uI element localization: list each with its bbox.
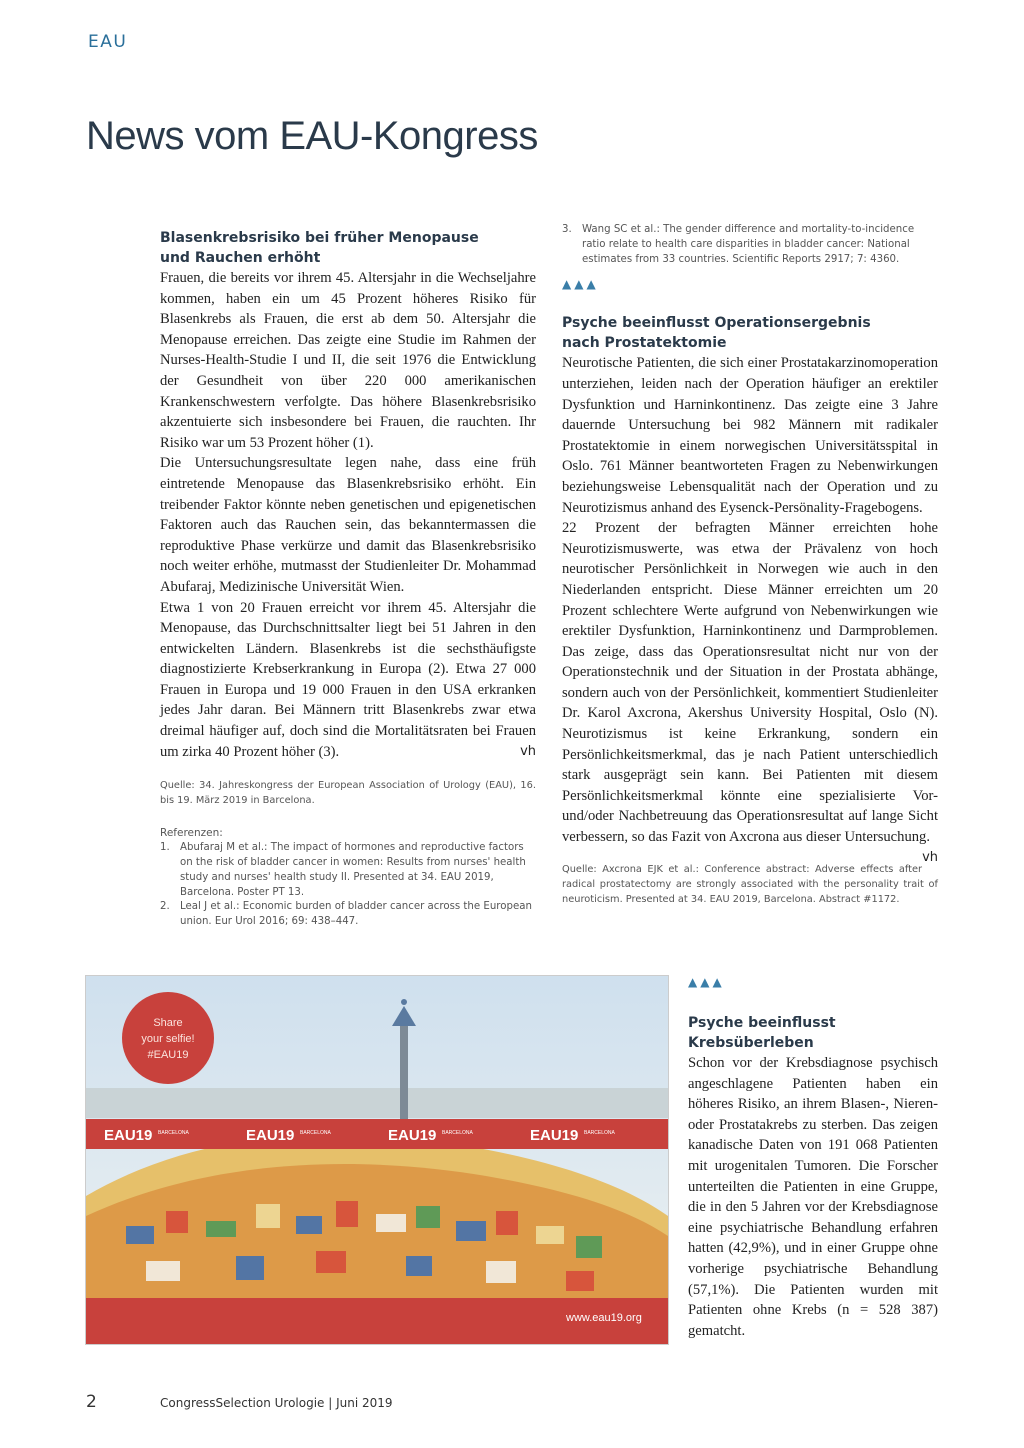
reference-text: Leal J et al.: Economic burden of bladder cancer across the European union. Eur Urol 2016; 69: 438–447. [180,901,532,928]
heading-line: Psyche beeinflusst [688,1015,836,1031]
source-note: Quelle: Axcrona EJK et al.: Conference abstract: Adverse effects after radical prostatectomy are strongly associated with the personality trait of neuroticism. Presented at 34. EAU 2019, Barcelona. Abstract #1172. [562,863,938,905]
reference-number: 2. [160,901,170,913]
section-divider: ▲▲▲ [688,975,725,989]
banner-sub: BARCELONA [300,1130,331,1136]
author-initials: vh [520,743,536,759]
paragraph-text: Etwa 1 von 20 Frauen erreicht vor ihrem 45. Altersjahr die Menopause, das Durchschnittsalter liegt bei 51 Jahren in den entwickelten Ländern. Blasenkrebs ist die sechsthäufigste diagnostizierte Krebserkrankung in Europa (2). Etwa 27 000 Frauen in Europa und 19 000 Frauen in den USA erkranken jedes Jahr daran. Bei Männern tritt Blasenkrebs zwar etwa dreimal häufiger auf, doch sind die Mortalitätsraten bei Frauen um zirka 40 Prozent höher (3). [160,599,536,760]
section-divider: ▲▲▲ [562,277,599,292]
banner-label: EAU19 [246,1127,295,1144]
banner-sub: BARCELONA [584,1130,615,1136]
reference-text: Wang SC et al.: The gender difference and mortality-to-incidence ratio relate to health care disparities in bladder cancer: National estimates from 33 countries. Scientific Reports 2917; 7: 4360. [582,224,915,265]
article-prostatectomy [562,223,938,907]
article-heading [688,1013,938,1053]
paragraph [160,598,536,763]
photo-url: www.eau19.org [566,1312,642,1324]
banner-label: EAU19 [388,1127,437,1144]
section-label: EAU [88,32,128,52]
author-initials: vh [922,849,938,865]
bubble-line-3: #EAU19 [147,1049,189,1061]
paragraph: Die Untersuchungsresultate legen nahe, dass eine früh eintretende Menopause das Blasenkrebsrisiko erhöht. Ein treibender Faktor könnte neben genetischen und epigenetischen Faktoren auch das Rauchen sein, das bekanntermassen die reproduktive Phase verkürze und damit das Blasenkrebsrisiko noch weiter erhöhe, mutmasst der Studienleiter Dr. Mohammad Abufaraj, Medizinische Universität Wien. [160,455,536,595]
reference-item [160,900,536,930]
page-title: News vom EAU-Kongress [86,114,538,158]
heading-line: Psyche beeinflusst Operationsergebnis [562,315,871,332]
banner-label: EAU19 [530,1127,579,1144]
heading-line: nach Prostatektomie [562,335,727,352]
reference-item [160,841,536,900]
banner-label: EAU19 [104,1127,153,1144]
reference-number: 3. [562,224,572,235]
reference-list-continued [562,223,938,267]
article-heading [562,313,938,353]
bubble-line-1: Share [153,1017,183,1029]
references-title: Referenzen: [160,827,223,840]
heading-line: und Rauchen erhöht [160,250,321,266]
paragraph: Neurotische Patienten, die sich einer Prostatakarzinomoperation unterziehen, leiden nach der Operation häufiger an erektiler Dysfunktion und Harninkontinenz. Das zeigte eine 3 Jahre dauernde Untersuchung bei 982 Männern mit radikaler Prostatektomie in einem norwegischen Universitätsspital in Oslo. 761 Männer beantworteten Fragen zu Nebenwirkungen beziehungsweise Lebensqualität nach der Operation und zu Neurotizismus anhand des Eysenck-Persönality-Fragebogens. [562,355,938,516]
paragraph: Frauen, die bereits vor ihrem 45. Altersjahr in die Wechseljahre kommen, haben ein um 45 Prozent höheres Risiko für Blasenkrebs als Frauen, die erst ab dem 50. Altersjahr die Menopause erreichen. Das zeigte eine Studie im Rahmen der Nurses-Health-Studie I und II, die seit 1976 die Entwicklung der Gesundheit von über 220 000 amerikanischen Krankenschwestern verfolgte. Das höhere Blasenkrebsrisiko akzentuierte sich insbesondere bei Frauen, die rauchten. Ihr Risiko war um 53 Prozent höher (1). [160,270,536,451]
congress-banner-photo [85,975,669,1345]
article-survival [688,975,938,1341]
heading-line: Blasenkrebsrisiko bei früher Menopause [160,230,479,246]
reference-number: 1. [160,842,170,854]
article-heading [160,228,536,268]
reference-item [562,223,938,267]
heading-line: Krebsüberleben [688,1035,814,1051]
reference-text: Abufaraj M et al.: The impact of hormones and reproductive factors on the risk of bladder cancer in women: Results from nurses' health study and nurses' health study II. Presented at 34. EAU 2019, Barcelona. Poster PT 13. [180,842,526,898]
paragraph [562,518,938,865]
paragraph: Schon vor der Krebsdiagnose psychisch angeschlagene Patienten haben ein höheres Risiko, an ihrem Blasen-, Nieren- oder Prostatakrebs zu sterben. Das zeigen kanadische Daten von 191 068 Patienten mit urogenitalen Tumoren. Die Forscher unterteilten die Patienten in eine Gruppe, die in den 5 Jahren vor der Krebsdiagnose eine psychiatrische Behandlung erfahren hatten (42,9%), und in einer Gruppe ohne vorherige psychiatrische Behandlung (57,1%). Die Patienten wurden mit Patienten ohne Krebs (n = 528 387) gematcht. [688,1055,938,1339]
page-number: 2 [86,1392,97,1412]
paragraph-text: 22 Prozent der befragten Männer erreichten hohe Neurotizismuswerte, was etwa der Prävalenz von hoch neurotischer Persönlichkeit in Norwegen wie auch in den Niederlanden entspricht. Diese Männer erreichten um 20 Prozent schlechtere Werte aufgrund von Nebenwirkungen wie erektiler Dysfunktion, Harninkontinenz und Darmproblemen. Das zeige, dass das Operationsresultat nicht nur von der Operationstechnik und der Situation in der Prostata abhänge, sondern auch von der Persönlichkeit, kommentiert Studienleiter Dr. Karol Axcrona, Akershus University Hospital, Oslo (N). Neurotizismus ist keine Erkrankung, sondern ein Persönlichkeitsmerkmal, das je nach Patient unterschiedlich stark ausgeprägt sein kann. Bei Patienten mit diesem Persönlichkeitsmerkmal könnte eine spezialisierte Vor- und/oder Nachbetreuung das Operationsresultat auf lange Sicht verbessern, so das Fazit von Axcrona aus dieser Untersuchung. [562,520,938,846]
source-note: Quelle: 34. Jahreskongress der European Association of Urology (EAU), 16. bis 19. März 2019 in Barcelona. [160,780,536,807]
article-menopause [160,228,536,930]
bubble-line-2: your selfie! [141,1033,195,1045]
banner-sub: BARCELONA [158,1130,189,1136]
publication-info: CongressSelection Urologie | Juni 2019 [160,1396,393,1410]
banner-sub: BARCELONA [442,1130,473,1136]
reference-list [160,841,536,930]
